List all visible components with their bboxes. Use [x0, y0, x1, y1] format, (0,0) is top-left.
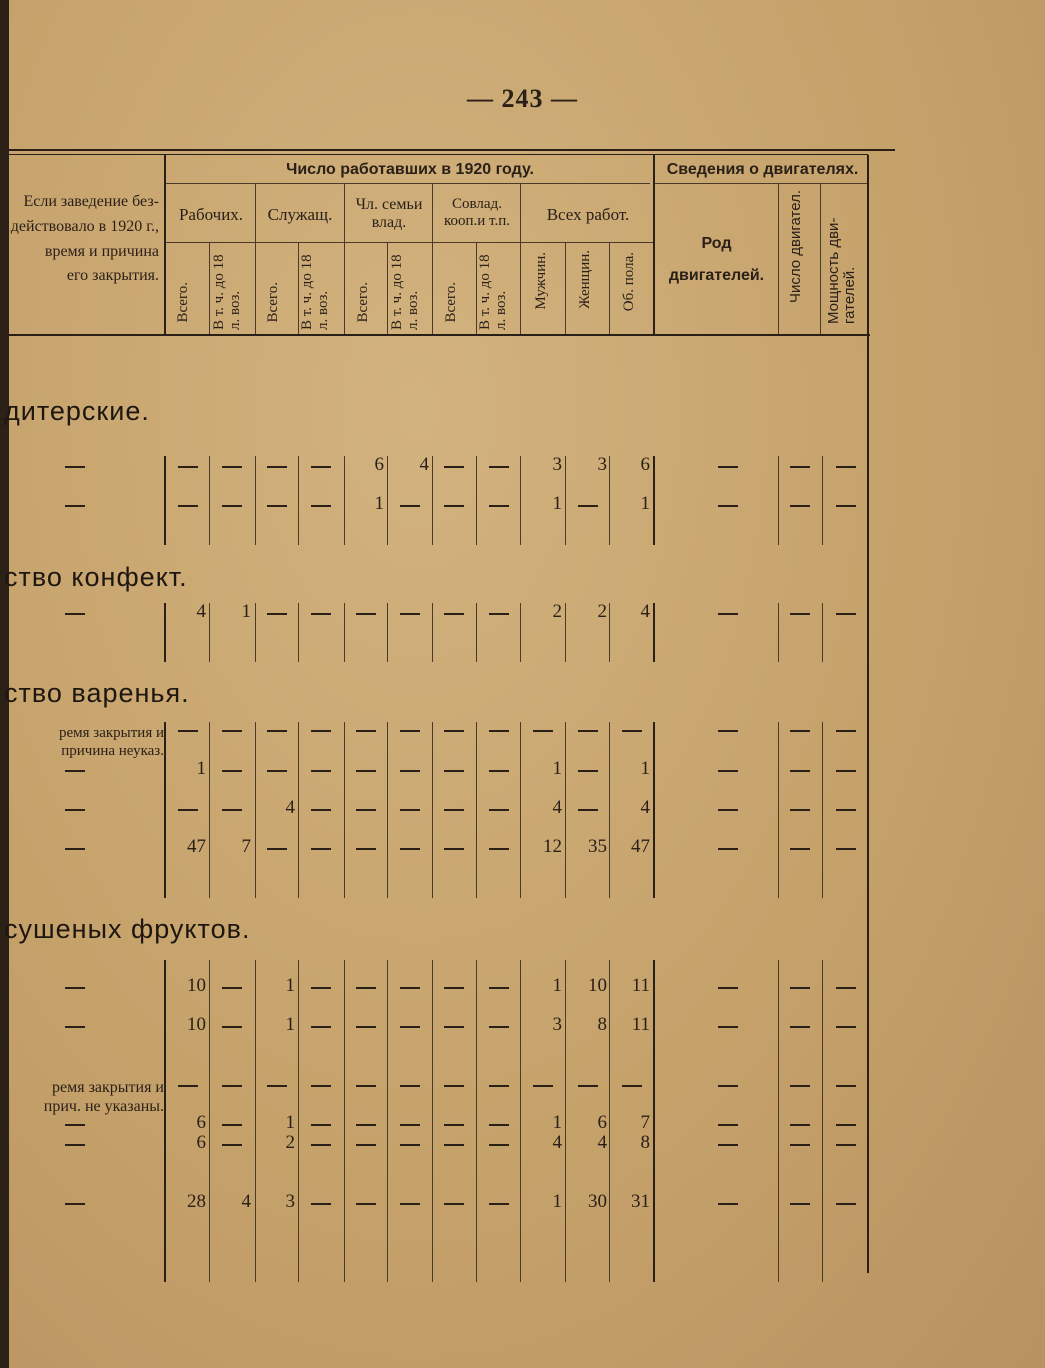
engine-type-line: Род: [701, 235, 732, 252]
empty-cell-dash: [311, 1124, 331, 1126]
engine-empty-dash: [718, 1085, 738, 1087]
engine-type-line: двигателей.: [668, 267, 765, 284]
group-workers: Рабочих.: [178, 205, 244, 224]
table-cell-value: 28: [187, 1191, 206, 1212]
column-rule: [476, 603, 477, 662]
header-col-line: [609, 243, 610, 334]
sub-total-3: Всего.: [355, 282, 371, 323]
empty-cell-dash: [65, 466, 85, 468]
empty-cell-dash: [400, 987, 420, 989]
engines-rule: [655, 183, 867, 184]
engine-empty-dash: [836, 1144, 856, 1146]
engine-empty-dash: [836, 770, 856, 772]
engine-empty-dash: [790, 613, 810, 615]
note-line: ремя закрытия и: [51, 1079, 164, 1096]
sub-women: Женщин.: [577, 250, 593, 309]
empty-cell-dash: [65, 1203, 85, 1205]
empty-cell-dash: [65, 848, 85, 850]
empty-cell-dash: [356, 1203, 376, 1205]
table-cell-value: 1: [640, 758, 650, 779]
empty-cell-dash: [400, 1144, 420, 1146]
column-rule: [822, 456, 823, 545]
empty-cell-dash: [178, 505, 198, 507]
empty-cell-dash: [444, 1085, 464, 1087]
empty-cell-dash: [444, 1124, 464, 1126]
note-line: прич. не указаны.: [43, 1098, 164, 1116]
empty-cell-dash: [444, 1026, 464, 1028]
engine-empty-dash: [790, 505, 810, 507]
closure-note-line: время и причина: [44, 242, 159, 260]
table-cell-value: 3: [552, 1014, 562, 1035]
empty-cell-dash: [400, 613, 420, 615]
subgroup-rule: [166, 242, 654, 243]
engine-empty-dash: [836, 1124, 856, 1126]
section-title: ство конфект.: [4, 562, 188, 592]
empty-cell-dash: [65, 809, 85, 811]
section-title: дитерские.: [4, 396, 150, 426]
engine-empty-dash: [790, 1026, 810, 1028]
engine-empty-dash: [718, 1203, 738, 1205]
table-cell-value: 2: [552, 601, 562, 622]
empty-cell-dash: [267, 1085, 287, 1087]
engine-empty-dash: [836, 466, 856, 468]
empty-cell-dash: [178, 809, 198, 811]
empty-cell-dash: [65, 770, 85, 772]
column-rule: [298, 603, 299, 662]
group-rule: [166, 183, 650, 184]
engine-empty-dash: [718, 987, 738, 989]
top-rule: [8, 149, 895, 151]
sub-men: Мужчин.: [533, 252, 549, 310]
table-cell-value: 31: [631, 1191, 650, 1212]
empty-cell-dash: [444, 809, 464, 811]
table-cell-value: 4: [552, 797, 562, 818]
column-rule: [653, 603, 655, 662]
table-cell-value: 1: [285, 1112, 295, 1133]
empty-cell-dash: [578, 1085, 598, 1087]
empty-cell-dash: [533, 1085, 553, 1087]
section-title: ство варенья.: [4, 678, 190, 708]
column-rule: [209, 722, 210, 898]
header-col-line: [209, 243, 210, 334]
column-rule: [609, 456, 610, 545]
empty-cell-dash: [65, 1026, 85, 1028]
table-cell-value: 1: [552, 758, 562, 779]
table-cell-value: 10: [187, 1014, 206, 1035]
empty-cell-dash: [444, 505, 464, 507]
engine-empty-dash: [790, 770, 810, 772]
table-cell-value: 4: [419, 454, 429, 475]
column-rule: [164, 960, 166, 1282]
column-rule: [432, 722, 433, 898]
empty-cell-dash: [444, 1203, 464, 1205]
column-rule: [565, 960, 566, 1282]
column-rule: [209, 456, 210, 545]
table-cell-value: 1: [552, 975, 562, 996]
table-cell-value: 2: [597, 601, 607, 622]
sub-total-2: Всего.: [265, 282, 281, 323]
empty-cell-dash: [356, 730, 376, 732]
column-rule: [164, 603, 166, 662]
header-bottom-rule: [8, 334, 870, 336]
engine-empty-dash: [836, 1085, 856, 1087]
empty-cell-dash: [222, 730, 242, 732]
column-rule: [653, 456, 655, 545]
closure-note-line: Если заведение без-: [23, 193, 159, 210]
empty-cell-dash: [356, 770, 376, 772]
engine-empty-dash: [718, 466, 738, 468]
column-rule: [520, 960, 521, 1282]
table-cell-value: 6: [196, 1112, 206, 1133]
column-rule: [387, 456, 388, 545]
empty-cell-dash: [222, 505, 242, 507]
empty-cell-dash: [311, 1144, 331, 1146]
table-cell-value: 4: [241, 1191, 251, 1212]
group-all-workers: Всех работ.: [546, 205, 630, 224]
empty-cell-dash: [65, 1144, 85, 1146]
table-cell-value: 7: [640, 1112, 650, 1133]
engine-empty-dash: [718, 809, 738, 811]
column-rule: [432, 603, 433, 662]
empty-cell-dash: [444, 466, 464, 468]
column-rule: [164, 456, 166, 545]
column-rule: [565, 603, 566, 662]
table-cell-value: 2: [285, 1132, 295, 1153]
empty-cell-dash: [489, 1085, 509, 1087]
empty-cell-dash: [222, 1085, 242, 1087]
column-rule: [387, 603, 388, 662]
table-cell-value: 4: [640, 601, 650, 622]
empty-cell-dash: [356, 987, 376, 989]
table-cell-value: 1: [374, 493, 384, 514]
empty-cell-dash: [400, 848, 420, 850]
column-rule: [164, 722, 166, 898]
column-rule: [520, 456, 521, 545]
column-rule: [609, 722, 610, 898]
engine-empty-dash: [718, 1026, 738, 1028]
column-rule: [432, 960, 433, 1282]
header-col-line: [565, 243, 566, 334]
header-col-line: [476, 243, 477, 334]
table-cell-value: 4: [552, 1132, 562, 1153]
empty-cell-dash: [444, 1144, 464, 1146]
empty-cell-dash: [356, 848, 376, 850]
column-rule: [344, 960, 345, 1282]
column-rule: [609, 603, 610, 662]
column-rule: [565, 722, 566, 898]
engine-empty-dash: [790, 809, 810, 811]
engine-empty-dash: [836, 809, 856, 811]
table-cell-value: 10: [187, 975, 206, 996]
engine-empty-dash: [790, 987, 810, 989]
table-cell-value: 3: [285, 1191, 295, 1212]
empty-cell-dash: [356, 1144, 376, 1146]
column-rule: [476, 456, 477, 545]
empty-cell-dash: [356, 613, 376, 615]
empty-cell-dash: [178, 466, 198, 468]
table-cell-value: 1: [285, 975, 295, 996]
table-cell-value: 1: [640, 493, 650, 514]
column-rule: [209, 603, 210, 662]
table-cell-value: 47: [187, 836, 206, 857]
empty-cell-dash: [400, 809, 420, 811]
engine-empty-dash: [790, 730, 810, 732]
section-title: сушеных фруктов.: [4, 914, 251, 944]
empty-cell-dash: [311, 809, 331, 811]
column-rule: [387, 960, 388, 1282]
header-col-line: [255, 184, 256, 334]
empty-cell-dash: [267, 466, 287, 468]
sub-under18-1: В т. ч. до 18 л. воз.: [211, 254, 243, 330]
column-rule: [565, 456, 566, 545]
engine-empty-dash: [790, 1203, 810, 1205]
table-cell-value: 6: [374, 454, 384, 475]
engine-empty-dash: [718, 770, 738, 772]
engine-empty-dash: [718, 505, 738, 507]
header-col-line: [387, 243, 388, 334]
sub-total-4: Всего.: [443, 282, 459, 323]
empty-cell-dash: [311, 770, 331, 772]
column-rule: [822, 960, 823, 1282]
column-rule: [344, 456, 345, 545]
empty-cell-dash: [444, 770, 464, 772]
empty-cell-dash: [356, 1026, 376, 1028]
column-rule: [298, 456, 299, 545]
table-cell-value: 47: [631, 836, 650, 857]
empty-cell-dash: [267, 505, 287, 507]
table-cell-value: 11: [631, 975, 650, 996]
header-col-line: [820, 184, 821, 334]
empty-cell-dash: [222, 770, 242, 772]
column-rule: [476, 722, 477, 898]
column-rule: [209, 960, 210, 1282]
engine-empty-dash: [836, 613, 856, 615]
table-cell-value: 10: [588, 975, 607, 996]
empty-cell-dash: [400, 1124, 420, 1126]
column-rule: [653, 722, 655, 898]
engine-empty-dash: [836, 730, 856, 732]
engine-empty-dash: [790, 1124, 810, 1126]
empty-cell-dash: [311, 848, 331, 850]
empty-cell-dash: [444, 987, 464, 989]
header-col-line: [653, 155, 655, 335]
header-col-line: [867, 155, 869, 335]
header-col-line: [520, 184, 521, 334]
empty-cell-dash: [311, 987, 331, 989]
column-rule: [778, 722, 779, 898]
engine-empty-dash: [790, 1144, 810, 1146]
table-cell-value: 1: [196, 758, 206, 779]
group-employees: Служащ.: [267, 205, 333, 224]
table-cell-value: 3: [552, 454, 562, 475]
closure-note: [4, 724, 164, 760]
column-rule: [476, 960, 477, 1282]
closure-note-line: его закрытия.: [66, 267, 159, 285]
engine-empty-dash: [718, 613, 738, 615]
empty-cell-dash: [444, 613, 464, 615]
table-cell-value: 8: [640, 1132, 650, 1153]
closure-note: [4, 1078, 164, 1116]
table-cell-value: 6: [597, 1112, 607, 1133]
column-rule: [344, 722, 345, 898]
engine-empty-dash: [836, 505, 856, 507]
table-right-border: [867, 335, 869, 1273]
column-rule: [298, 960, 299, 1282]
table-cell-value: 1: [285, 1014, 295, 1035]
sub-total-1: Всего.: [175, 282, 191, 323]
empty-cell-dash: [444, 848, 464, 850]
empty-cell-dash: [356, 1085, 376, 1087]
empty-cell-dash: [311, 1026, 331, 1028]
column-rule: [520, 722, 521, 898]
sub-both: Об. пола.: [621, 252, 637, 312]
empty-cell-dash: [311, 613, 331, 615]
empty-cell-dash: [178, 1085, 198, 1087]
empty-cell-dash: [400, 1026, 420, 1028]
column-rule: [432, 456, 433, 545]
empty-cell-dash: [267, 848, 287, 850]
column-rule: [778, 603, 779, 662]
engine-empty-dash: [718, 1124, 738, 1126]
table-cell-value: 4: [285, 797, 295, 818]
empty-cell-dash: [578, 730, 598, 732]
empty-cell-dash: [489, 730, 509, 732]
empty-cell-dash: [311, 1085, 331, 1087]
sub-under18-3: В т. ч. до 18 л. воз.: [389, 254, 421, 330]
column-rule: [387, 722, 388, 898]
header-col-line: [432, 184, 433, 334]
column-rule: [778, 456, 779, 545]
column-rule: [255, 960, 256, 1282]
engine-empty-dash: [718, 848, 738, 850]
column-rule: [778, 960, 779, 1282]
empty-cell-dash: [533, 730, 553, 732]
engine-empty-dash: [836, 1026, 856, 1028]
engine-empty-dash: [836, 987, 856, 989]
engine-power-header: Мощность дви- гателей.: [825, 217, 858, 324]
empty-cell-dash: [622, 730, 642, 732]
closure-note-header: [4, 190, 159, 289]
header-col-line: [164, 155, 166, 335]
engine-empty-dash: [718, 730, 738, 732]
top-rule-2: [8, 154, 868, 155]
engine-empty-dash: [790, 1085, 810, 1087]
header-col-line: [778, 184, 779, 334]
empty-cell-dash: [400, 730, 420, 732]
engine-empty-dash: [718, 1144, 738, 1146]
engine-type-header: [655, 228, 778, 292]
page-number: — 243 —: [467, 84, 578, 113]
table-cell-value: 4: [597, 1132, 607, 1153]
group-coowners: Совлад. кооп.и т.п.: [443, 196, 511, 230]
column-rule: [255, 456, 256, 545]
table-cell-value: 3: [597, 454, 607, 475]
column-rule: [298, 722, 299, 898]
empty-cell-dash: [400, 1203, 420, 1205]
empty-cell-dash: [65, 987, 85, 989]
empty-cell-dash: [65, 613, 85, 615]
engine-count-header: Число двигател.: [787, 190, 804, 304]
empty-cell-dash: [267, 730, 287, 732]
column-rule: [822, 603, 823, 662]
empty-cell-dash: [178, 730, 198, 732]
table-cell-value: 1: [552, 1112, 562, 1133]
empty-cell-dash: [444, 730, 464, 732]
column-rule: [653, 960, 655, 1282]
closure-note-line: действовало в 1920 г.,: [10, 217, 159, 235]
note-line: ремя закрытия и: [58, 725, 164, 741]
empty-cell-dash: [356, 1124, 376, 1126]
engine-empty-dash: [790, 466, 810, 468]
table-cell-value: 6: [640, 454, 650, 475]
column-rule: [255, 722, 256, 898]
table-cell-value: 6: [196, 1132, 206, 1153]
engines-title: Сведения о двигателях.: [666, 161, 859, 178]
sub-under18-4: В т. ч. до 18 л. воз.: [477, 254, 509, 330]
table-cell-value: 4: [196, 601, 206, 622]
column-rule: [822, 722, 823, 898]
note-line: причина неуказ.: [61, 743, 164, 759]
empty-cell-dash: [267, 613, 287, 615]
table-cell-value: 8: [597, 1014, 607, 1035]
table-cell-value: 4: [640, 797, 650, 818]
empty-cell-dash: [311, 1203, 331, 1205]
empty-cell-dash: [65, 505, 85, 507]
column-rule: [520, 603, 521, 662]
table-cell-value: 12: [543, 836, 562, 857]
empty-cell-dash: [400, 1085, 420, 1087]
empty-cell-dash: [400, 505, 420, 507]
empty-cell-dash: [400, 770, 420, 772]
engine-empty-dash: [790, 848, 810, 850]
column-rule: [609, 960, 610, 1282]
column-rule: [344, 603, 345, 662]
table-cell-value: 1: [552, 493, 562, 514]
table-cell-value: 7: [241, 836, 251, 857]
header-col-line: [298, 243, 299, 334]
workers-title: Число работавших в 1920 году.: [286, 161, 534, 178]
group-family: Чл. семьи влад.: [355, 196, 423, 232]
empty-cell-dash: [222, 466, 242, 468]
engine-empty-dash: [836, 848, 856, 850]
header-col-line: [344, 184, 345, 334]
engine-empty-dash: [836, 1203, 856, 1205]
table-cell-value: 30: [588, 1191, 607, 1212]
table-cell-value: 1: [241, 601, 251, 622]
empty-cell-dash: [356, 809, 376, 811]
empty-cell-dash: [267, 770, 287, 772]
table-cell-value: 1: [552, 1191, 562, 1212]
empty-cell-dash: [311, 730, 331, 732]
column-rule: [255, 603, 256, 662]
sub-under18-2: В т. ч. до 18 л. воз.: [299, 254, 331, 330]
table-cell-value: 35: [588, 836, 607, 857]
table-cell-value: 11: [631, 1014, 650, 1035]
empty-cell-dash: [65, 1124, 85, 1126]
empty-cell-dash: [622, 1085, 642, 1087]
